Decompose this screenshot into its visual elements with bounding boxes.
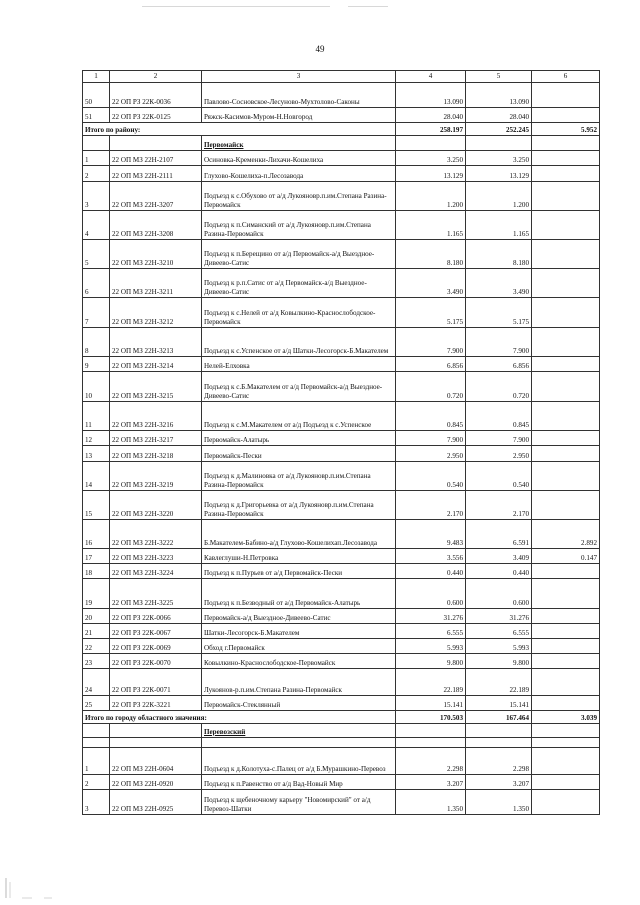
row-number: 11 <box>83 402 110 431</box>
road-id-code: 22 ОП МЗ 22Н-3219 <box>110 462 202 491</box>
road-name: Подъезд к п.Равенство от а/д Вад-Новый Мир <box>202 775 396 790</box>
length-value <box>532 269 600 298</box>
row-number: 1 <box>83 748 110 775</box>
length-value: 28.040 <box>466 108 532 123</box>
length-value: 0.147 <box>532 549 600 564</box>
length-value: 5.952 <box>532 123 600 136</box>
empty-cell <box>396 136 466 151</box>
empty-cell <box>110 136 202 151</box>
length-value <box>532 83 600 108</box>
length-value <box>532 696 600 711</box>
header-row <box>83 71 600 83</box>
table-row <box>83 748 600 775</box>
total-length: 6.856 <box>396 357 466 372</box>
row-number: 24 <box>83 669 110 696</box>
length-value <box>532 446 600 462</box>
road-id-code: 22 ОП МЗ 22Н-3213 <box>110 328 202 357</box>
length-value: 2.950 <box>466 446 532 462</box>
total-length: 2.170 <box>396 491 466 520</box>
row-number: 8 <box>83 328 110 357</box>
length-value: 7.900 <box>466 328 532 357</box>
road-name: Павлово-Сосновское-Лесуново-Мухтолово-Саконы <box>202 83 396 108</box>
road-id-code: 22 ОП МЗ 22Н-3211 <box>110 269 202 298</box>
total-length: 0.440 <box>396 564 466 579</box>
length-value <box>532 639 600 654</box>
row-number: 23 <box>83 654 110 669</box>
table-row <box>83 520 600 549</box>
scan-top-rule <box>348 6 388 7</box>
total-length: 0.600 <box>396 579 466 609</box>
row-number: 19 <box>83 579 110 609</box>
total-length: 258.197 <box>396 123 466 136</box>
length-value <box>532 151 600 166</box>
road-name: Б.Макателем-Бабино-а/д Глухово-Кошелихап.Лесозавода <box>202 520 396 549</box>
row-number: 9 <box>83 357 110 372</box>
page-number: 49 <box>315 44 325 54</box>
road-id-code: 22 ОП МЗ 22Н-3214 <box>110 357 202 372</box>
spacer-row <box>83 738 600 748</box>
length-value: 13.090 <box>466 83 532 108</box>
length-value: 2.170 <box>466 491 532 520</box>
total-length: 0.540 <box>396 462 466 491</box>
table-row <box>83 182 600 211</box>
row-number: 10 <box>83 372 110 402</box>
section-title: Перевозский <box>202 724 396 738</box>
road-name: Подъезд к щебеночному карьеру "Новомирский" от а/д Перевоз-Шатки <box>202 790 396 815</box>
length-value <box>532 328 600 357</box>
column-header: 5 <box>466 71 532 83</box>
total-length: 13.129 <box>396 166 466 182</box>
table-row <box>83 372 600 402</box>
table-row <box>83 790 600 815</box>
road-id-code: 22 ОП МЗ 22Н-3215 <box>110 372 202 402</box>
row-number: 15 <box>83 491 110 520</box>
road-id-code: 22 ОП РЗ 22К-3221 <box>110 696 202 711</box>
scan-top-rule <box>142 6 330 7</box>
road-name: Подъезд к д.Малиновка от а/д Лукояновр.п.им.Степана Разина-Первомайск <box>202 462 396 491</box>
table-row <box>83 240 600 269</box>
table-row <box>83 624 600 639</box>
road-name: Подъезд к с.М.Макателем от а/д Подъезд к с.Успенское <box>202 402 396 431</box>
length-value <box>532 298 600 328</box>
row-number: 1 <box>83 151 110 166</box>
length-value <box>532 748 600 775</box>
column-header: 6 <box>532 71 600 83</box>
total-length: 170.503 <box>396 711 466 724</box>
road-id-code: 22 ОП МЗ 22Н-3224 <box>110 564 202 579</box>
total-length: 3.556 <box>396 549 466 564</box>
road-id-code: 22 ОП РЗ 22К-0067 <box>110 624 202 639</box>
section-row <box>83 136 600 151</box>
empty-cell <box>466 738 532 748</box>
road-id-code: 22 ОП МЗ 22Н-0920 <box>110 775 202 790</box>
table-row <box>83 166 600 182</box>
row-number: 13 <box>83 446 110 462</box>
length-value: 3.207 <box>466 775 532 790</box>
table-row <box>83 549 600 564</box>
length-value: 22.189 <box>466 669 532 696</box>
column-header: 1 <box>83 71 110 83</box>
length-value: 0.845 <box>466 402 532 431</box>
empty-cell <box>83 136 110 151</box>
length-value: 31.276 <box>466 609 532 624</box>
section-title: Первомайск <box>202 136 396 151</box>
road-name: Ряжск-Касимов-Муром-Н.Новгород <box>202 108 396 123</box>
table-row <box>83 491 600 520</box>
total-length: 28.040 <box>396 108 466 123</box>
road-id-code: 22 ОП МЗ 22Н-3218 <box>110 446 202 462</box>
table-row <box>83 357 600 372</box>
road-name: Обход г.Первомайск <box>202 639 396 654</box>
road-name: Глухово-Кошелиха-п.Лесозавода <box>202 166 396 182</box>
length-value <box>532 491 600 520</box>
road-id-code: 22 ОП РЗ 22К-0036 <box>110 83 202 108</box>
road-name: Подъезд к с.Б.Макателем от а/д Первомайск-а/д Выездное-Дивеево-Сатис <box>202 372 396 402</box>
road-id-code: 22 ОП МЗ 22Н-0925 <box>110 790 202 815</box>
length-value: 3.250 <box>466 151 532 166</box>
length-value: 0.440 <box>466 564 532 579</box>
table-row <box>83 83 600 108</box>
section-row <box>83 724 600 738</box>
road-id-code: 22 ОП МЗ 22Н-2107 <box>110 151 202 166</box>
length-value <box>532 108 600 123</box>
length-value: 0.720 <box>466 372 532 402</box>
road-name: Нелей-Елховка <box>202 357 396 372</box>
total-length: 22.189 <box>396 669 466 696</box>
road-name: Подъезд к д.Колотуха-с.Палец от а/д Б.Мурашкино-Перевоз <box>202 748 396 775</box>
road-id-code: 22 ОП МЗ 22Н-2111 <box>110 166 202 182</box>
road-name: Подъезд к с.Обухово от а/д Лукояновр.п.им.Степана Разина-Первомайск <box>202 182 396 211</box>
table-row <box>83 639 600 654</box>
road-name: Подъезд к п.Безводный от а/д Первомайск-Алатырь <box>202 579 396 609</box>
road-id-code: 22 ОП РЗ 22К-0069 <box>110 639 202 654</box>
roads-table <box>82 70 600 815</box>
total-length: 0.845 <box>396 402 466 431</box>
table-row <box>83 564 600 579</box>
road-name: Кавлеглуши-Н.Петровка <box>202 549 396 564</box>
length-value: 1.350 <box>466 790 532 815</box>
length-value <box>532 211 600 240</box>
row-number: 50 <box>83 83 110 108</box>
row-number: 2 <box>83 775 110 790</box>
length-value: 1.200 <box>466 182 532 211</box>
total-length: 7.900 <box>396 328 466 357</box>
road-id-code: 22 ОП РЗ 22К-0125 <box>110 108 202 123</box>
length-value <box>532 790 600 815</box>
total-length: 6.555 <box>396 624 466 639</box>
row-number: 14 <box>83 462 110 491</box>
empty-cell <box>83 724 110 738</box>
total-length: 3.490 <box>396 269 466 298</box>
table-row <box>83 108 600 123</box>
table-row <box>83 298 600 328</box>
table-row <box>83 462 600 491</box>
length-value: 6.555 <box>466 624 532 639</box>
road-id-code: 22 ОП МЗ 22Н-3220 <box>110 491 202 520</box>
length-value: 5.175 <box>466 298 532 328</box>
length-value: 3.490 <box>466 269 532 298</box>
road-id-code: 22 ОП МЗ 22Н-3222 <box>110 520 202 549</box>
row-number: 22 <box>83 639 110 654</box>
total-label: Итого по городу областного значения: <box>83 711 396 724</box>
table-row <box>83 446 600 462</box>
empty-cell <box>202 738 396 748</box>
road-id-code: 22 ОП РЗ 22К-0070 <box>110 654 202 669</box>
road-id-code: 22 ОП МЗ 22Н-3216 <box>110 402 202 431</box>
length-value: 6.591 <box>466 520 532 549</box>
road-name: Шатки-Лесогорск-Б.Макателем <box>202 624 396 639</box>
row-number: 4 <box>83 211 110 240</box>
length-value <box>532 654 600 669</box>
length-value <box>532 166 600 182</box>
length-value <box>532 182 600 211</box>
length-value <box>532 462 600 491</box>
length-value <box>532 240 600 269</box>
column-header: 3 <box>202 71 396 83</box>
road-name: Подъезд к п.Симанский от а/д Лукояновр.п.им.Степана Разина-Первомайск <box>202 211 396 240</box>
length-value: 3.409 <box>466 549 532 564</box>
road-name: Лукоянов-р.п.им.Степана Разина-Первомайск <box>202 669 396 696</box>
total-row <box>83 123 600 136</box>
road-name: Подъезд к с.Успенское от а/д Шатки-Лесогорск-Б.Макателем <box>202 328 396 357</box>
road-id-code: 22 ОП МЗ 22Н-3207 <box>110 182 202 211</box>
total-length: 15.141 <box>396 696 466 711</box>
road-id-code: 22 ОП МЗ 22Н-3225 <box>110 579 202 609</box>
road-name: Подъезд к п.Пурьев от а/д Первомайск-Пески <box>202 564 396 579</box>
road-name: Подъезд к с.Нелей от а/д Ковылкино-Краснослободское-Первомайск <box>202 298 396 328</box>
length-value <box>532 402 600 431</box>
table-row <box>83 609 600 624</box>
total-length: 2.950 <box>396 446 466 462</box>
length-value <box>532 775 600 790</box>
road-id-code: 22 ОП МЗ 22Н-3208 <box>110 211 202 240</box>
total-label: Итого по району: <box>83 123 396 136</box>
length-value: 2.892 <box>532 520 600 549</box>
length-value: 9.800 <box>466 654 532 669</box>
empty-cell <box>466 136 532 151</box>
length-value: 0.600 <box>466 579 532 609</box>
row-number: 7 <box>83 298 110 328</box>
length-value: 15.141 <box>466 696 532 711</box>
length-value: 1.165 <box>466 211 532 240</box>
length-value: 6.856 <box>466 357 532 372</box>
road-id-code: 22 ОП МЗ 22Н-3217 <box>110 431 202 446</box>
table-row <box>83 431 600 446</box>
length-value <box>532 372 600 402</box>
empty-cell <box>110 724 202 738</box>
road-name: Первомайск-Стеклянный <box>202 696 396 711</box>
total-length: 13.090 <box>396 83 466 108</box>
road-name: Подъезд к д.Григорьевка от а/д Лукояновр.п.им.Степана Разина-Первомайск <box>202 491 396 520</box>
road-name: Первомайск-Алатырь <box>202 431 396 446</box>
road-name: Подъезд к п.Берещино от а/д Первомайск-а/д Выездное-Дивеево-Сатис <box>202 240 396 269</box>
total-length: 7.900 <box>396 431 466 446</box>
road-name: Первомайск-а/д Выездное-Дивеево-Сатис <box>202 609 396 624</box>
length-value <box>532 624 600 639</box>
road-id-code: 22 ОП РЗ 22К-0071 <box>110 669 202 696</box>
road-id-code: 22 ОП МЗ 22Н-3212 <box>110 298 202 328</box>
column-header: 2 <box>110 71 202 83</box>
table-row <box>83 402 600 431</box>
empty-cell <box>532 724 600 738</box>
empty-cell <box>396 738 466 748</box>
length-value <box>532 431 600 446</box>
table-row <box>83 669 600 696</box>
table-row <box>83 211 600 240</box>
row-number: 18 <box>83 564 110 579</box>
length-value: 8.180 <box>466 240 532 269</box>
total-length: 3.250 <box>396 151 466 166</box>
length-value <box>532 564 600 579</box>
empty-cell <box>83 738 110 748</box>
table-row <box>83 696 600 711</box>
total-length: 1.200 <box>396 182 466 211</box>
total-length: 9.800 <box>396 654 466 669</box>
table-row <box>83 654 600 669</box>
empty-cell <box>396 724 466 738</box>
road-id-code: 22 ОП МЗ 22Н-3223 <box>110 549 202 564</box>
table-row <box>83 579 600 609</box>
row-number: 6 <box>83 269 110 298</box>
total-length: 31.276 <box>396 609 466 624</box>
table-row <box>83 775 600 790</box>
length-value: 5.993 <box>466 639 532 654</box>
length-value <box>532 669 600 696</box>
road-id-code: 22 ОП МЗ 22Н-3210 <box>110 240 202 269</box>
table-row <box>83 328 600 357</box>
row-number: 3 <box>83 182 110 211</box>
total-length: 3.207 <box>396 775 466 790</box>
total-row <box>83 711 600 724</box>
row-number: 2 <box>83 166 110 182</box>
length-value: 0.540 <box>466 462 532 491</box>
row-number: 17 <box>83 549 110 564</box>
row-number: 3 <box>83 790 110 815</box>
total-length: 8.180 <box>396 240 466 269</box>
row-number: 16 <box>83 520 110 549</box>
row-number: 51 <box>83 108 110 123</box>
row-number: 12 <box>83 431 110 446</box>
road-id-code: 22 ОП РЗ 22К-0066 <box>110 609 202 624</box>
empty-cell <box>532 136 600 151</box>
length-value <box>532 579 600 609</box>
column-header: 4 <box>396 71 466 83</box>
row-number: 20 <box>83 609 110 624</box>
length-value: 252.245 <box>466 123 532 136</box>
empty-cell <box>110 738 202 748</box>
length-value: 167.464 <box>466 711 532 724</box>
table-row <box>83 269 600 298</box>
total-length: 5.993 <box>396 639 466 654</box>
length-value <box>532 357 600 372</box>
row-number: 5 <box>83 240 110 269</box>
empty-cell <box>466 724 532 738</box>
road-name: Подъезд к р.п.Сатис от а/д Первомайск-а/д Выездное-Дивеево-Сатис <box>202 269 396 298</box>
empty-cell <box>532 738 600 748</box>
table-row <box>83 151 600 166</box>
road-id-code: 22 ОП МЗ 22Н-0604 <box>110 748 202 775</box>
total-length: 9.483 <box>396 520 466 549</box>
length-value: 13.129 <box>466 166 532 182</box>
length-value: 3.039 <box>532 711 600 724</box>
road-name: Осиновка-Кременки-Лихачи-Кошелиха <box>202 151 396 166</box>
length-value <box>532 609 600 624</box>
total-length: 0.720 <box>396 372 466 402</box>
length-value: 7.900 <box>466 431 532 446</box>
total-length: 1.165 <box>396 211 466 240</box>
road-name: Первомайск-Пески <box>202 446 396 462</box>
total-length: 2.298 <box>396 748 466 775</box>
scan-margin-marks <box>4 878 64 900</box>
length-value: 2.298 <box>466 748 532 775</box>
road-name: Ковылкино-Краснослободское-Первомайск <box>202 654 396 669</box>
total-length: 1.350 <box>396 790 466 815</box>
row-number: 21 <box>83 624 110 639</box>
total-length: 5.175 <box>396 298 466 328</box>
row-number: 25 <box>83 696 110 711</box>
